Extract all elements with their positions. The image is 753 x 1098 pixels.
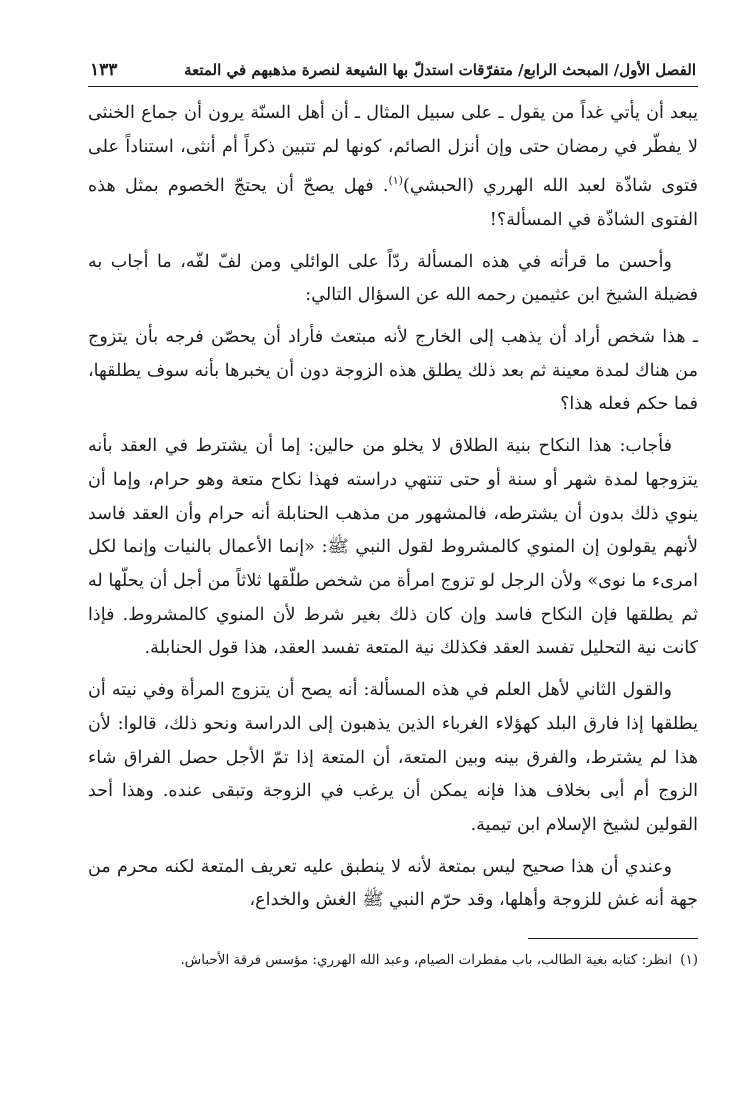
footnote-number: (١) — [680, 952, 698, 969]
footnote — [88, 949, 698, 971]
footnote-text: انظر: كتابه بغية الطالب، باب مفطرات الصيام، وعبد الله الهرري: مؤسس فرقة الأحباش. — [180, 952, 673, 969]
chapter-title: الفصل الأول/ المبحث الرابع/ متفرّقات استدلّ بها الشيعة لنصرة مذهبهم في المتعة — [184, 61, 696, 79]
paragraph-1 — [88, 97, 698, 238]
paragraph-6: وعندي أن هذا صحيح ليس بمتعة لأنه لا ينطبق عليه تعريف المتعة لكنه محرم من جهة أنه غش للزوجة وأهلها، وقد حرّم النبي ﷺ الغش والخداع، — [88, 856, 698, 911]
body-text — [88, 97, 698, 918]
paragraph-3-question: ـ هذا شخص أراد أن يذهب إلى الخارج لأنه مبتعث فأراد أن يحصّن فرجه بأن يتزوج من هناك لمدة معينة ثم بعد ذلك يطلق هذه الزوجة دون أن يخبرها بأنه سوف يطلقها، فما حكم فعله هذا؟ — [88, 327, 698, 415]
paragraph-1-continuation: . فهل يصحّ أن يحتجّ الخصوم بمثل هذه الفتوى الشاذّة في المسألة؟! — [88, 176, 698, 230]
book-page — [88, 60, 698, 1070]
paragraph-4-answer: فأجاب: هذا النكاح بنية الطلاق لا يخلو من حالين: إما أن يشترط في العقد بأنه يتزوجها لمدة شهر أو سنة أو حتى تنتهي دراسته فهذا نكاح متعة وهو حرام، وإما أن ينوي ذلك بدون أن يشترطه، فالمشهور من مذهب الحنابلة أنه حرام وأن العقد فاسد لأنهم يقولون إن المنوي كالمشروط لقول النبي ﷺ: «إنما الأعمال بالنيات وإنما لكل امرىء ما نوى» ولأن الرجل لو تزوج امرأة من شخص طلّقها ثلاثاً من أجل أن يحلّها له ثم يطلقها فإن النكاح فاسد وإن كان ذلك بغير شرط لأن المنوي كالمشروط. فإذا كانت نية التحليل تفسد العقد فكذلك نية المتعة تفسد العقد، هذا قول الحنابلة. — [88, 436, 698, 659]
paragraph-5: والقول الثاني لأهل العلم في هذه المسألة: أنه يصح أن يتزوج المرأة وفي نيته أن يطلقها إذا فارق البلد كهؤلاء الغرباء الذين يذهبون إلى الدراسة ونحو ذلك، قالوا: لأن هذا لم يشترط، والفرق بينه وبين المتعة، أن المتعة إذا تمّ الأجل حصل الفراق شاء الزوج أم أبى بخلاف هذا فإنه يمكن أن يرغب في الزوجة وتبقى عنده. وهذا أحد القولين لشيخ الإسلام ابن تيمية. — [88, 680, 698, 835]
paragraph-2: وأحسن ما قرأته في هذه المسألة ردّاً على الوائلي ومن لفّ لفّه، ما أجاب به فضيلة الشيخ ابن عثيمين رحمه الله عن السؤال التالي: — [88, 251, 698, 306]
paragraph-1-text: يبعد أن يأتي غداً من يقول ـ على سبيل المثال ـ أن أهل السنّة يرون أن جماع الخنثى لا يفطّر في رمضان حتى وإن أنزل الصائم، كونها لم تتبين ذكراً أم أنثى، استناداً على فتوى شاذّة لعبد الله الهرري (الحبشي) — [88, 103, 698, 197]
footnote-reference[interactable]: (١) — [388, 174, 403, 188]
footnote-divider — [528, 938, 698, 939]
running-header — [88, 60, 698, 87]
page-number: ١٣٣ — [90, 60, 118, 80]
